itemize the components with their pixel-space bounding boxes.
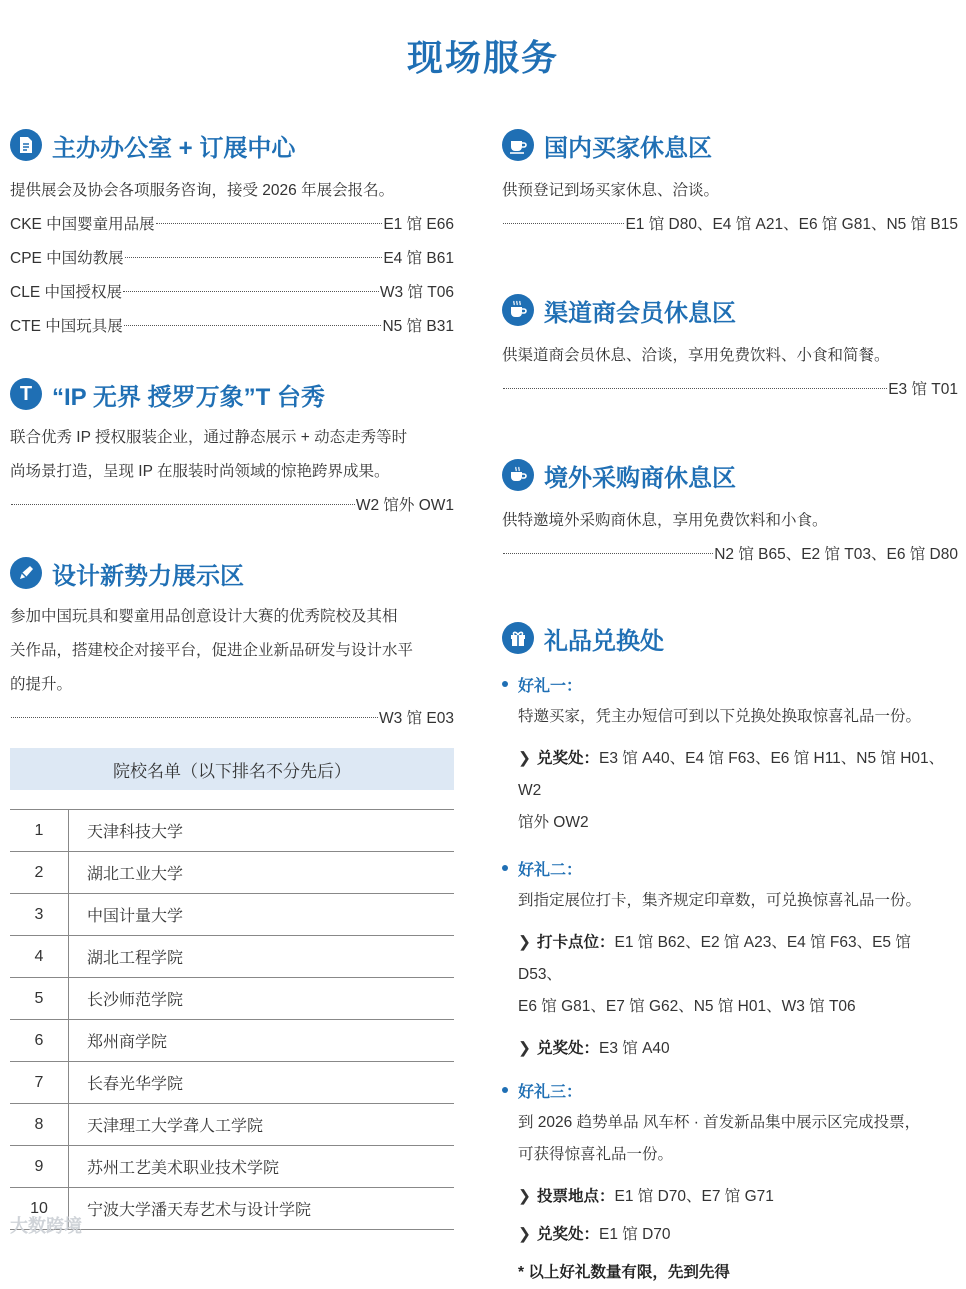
chevron-right-icon: ❯ bbox=[518, 750, 531, 767]
gift-two-body: 到指定展位打卡，集齐规定印章数，可兑换惊喜礼品一份。 bbox=[518, 892, 922, 909]
office-row-cpe: CPE 中国幼教展 E4 馆 B61 bbox=[10, 250, 454, 267]
bullet-icon bbox=[502, 1087, 508, 1093]
gift-two-checkin: ❯ 打卡点位：E1 馆 B62、E2 馆 A23、E4 馆 F63、E5 馆 D53、 E6 馆 G81、E7 馆 G62、N5 馆 H01、W3 馆 T06 bbox=[502, 927, 958, 1023]
domestic-location: E1 馆 D80、E4 馆 A21、E6 馆 G81、N5 馆 B15 bbox=[502, 208, 958, 242]
gift-one-title: 好礼一： bbox=[518, 677, 583, 695]
table-row: 1 天津科技大学 bbox=[10, 810, 454, 852]
school-table bbox=[10, 809, 454, 1230]
show-desc-line-1: 联合优秀 IP 授权服装企业，通过静态展示 + 动态走秀等时 bbox=[10, 429, 408, 446]
table-row: 8 天津理工大学聋人工学院 bbox=[10, 1104, 454, 1146]
bullet-icon bbox=[502, 865, 508, 871]
gift-two-redeem: ❯ 兑奖处：E3 馆 A40 bbox=[502, 1033, 958, 1065]
hot-coffee-icon bbox=[502, 294, 534, 326]
show-section bbox=[10, 375, 454, 523]
table-row: 4 湖北工程学院 bbox=[10, 936, 454, 978]
gift-three-body: 到 2026 趋势单品 风车杯 · 首发新品集中展示区完成投票， 可获得惊喜礼品一份。 bbox=[518, 1114, 921, 1163]
pencil-icon bbox=[10, 557, 42, 589]
chevron-right-icon: ❯ bbox=[518, 1040, 531, 1057]
gift-one-body: 特邀买家，凭主办短信可到以下兑换处换取惊喜礼品一份。 bbox=[518, 708, 922, 725]
office-title: 主办办公室 + 订展中心 bbox=[52, 134, 296, 162]
design-section bbox=[10, 554, 454, 736]
table-row: 10 宁波大学潘天寿艺术与设计学院 bbox=[10, 1188, 454, 1230]
gift-three-title: 好礼三： bbox=[518, 1083, 583, 1101]
tea-cup-icon bbox=[502, 459, 534, 491]
gift-one-redeem: ❯ 兑奖处：E3 馆 A40、E4 馆 F63、E6 馆 H11、N5 馆 H01、W2 馆外 OW2 bbox=[502, 743, 958, 839]
chevron-right-icon: ❯ bbox=[518, 934, 531, 951]
gift-two-title: 好礼二： bbox=[518, 861, 583, 879]
overseas-desc: 供特邀境外采购商休息，享用免费饮料和小食。 bbox=[502, 512, 828, 529]
chevron-right-icon: ❯ bbox=[518, 1226, 531, 1243]
table-row: 9 苏州工艺美术职业技术学院 bbox=[10, 1146, 454, 1188]
bullet-icon bbox=[502, 681, 508, 687]
gift-icon bbox=[502, 622, 534, 654]
table-row: 6 郑州商学院 bbox=[10, 1020, 454, 1062]
t-letter-icon: T bbox=[10, 378, 42, 410]
overseas-title: 境外采购商休息区 bbox=[544, 464, 736, 492]
overseas-location: N2 馆 B65、E2 馆 T03、E6 馆 D80 bbox=[502, 538, 958, 572]
show-desc-line-2: 尚场景打造，呈现 IP 在服装时尚领域的惊艳跨界成果。 bbox=[10, 463, 390, 480]
office-desc: 提供展会及协会各项服务咨询，接受 2026 年展会报名。 bbox=[10, 182, 395, 199]
gift-three-vote: ❯ 投票地点：E1 馆 D70、E7 馆 G71 bbox=[502, 1181, 958, 1213]
office-row-cke: CKE 中国婴童用品展 E1 馆 E66 bbox=[10, 216, 454, 233]
domestic-lounge-section bbox=[502, 126, 958, 242]
gift-section bbox=[502, 619, 958, 1289]
chevron-right-icon: ❯ bbox=[518, 1188, 531, 1205]
domestic-desc: 供预登记到场买家休息、洽谈。 bbox=[502, 182, 720, 199]
domestic-title: 国内买家休息区 bbox=[544, 134, 712, 162]
gift-two bbox=[502, 851, 958, 1065]
office-row-cle: CLE 中国授权展 W3 馆 T06 bbox=[10, 284, 454, 301]
design-desc-line-3: 的提升。 bbox=[10, 676, 73, 693]
gift-note: * 以上好礼数量有限，先到先得 bbox=[518, 1264, 730, 1281]
office-row-cte: CTE 中国玩具展 N5 馆 B31 bbox=[10, 318, 454, 335]
coffee-cup-icon bbox=[502, 129, 534, 161]
channel-desc: 供渠道商会员休息、洽谈，享用免费饮料、小食和简餐。 bbox=[502, 347, 890, 364]
show-location: W2 馆外 OW1 bbox=[10, 489, 454, 523]
table-row: 3 中国计量大学 bbox=[10, 894, 454, 936]
channel-location: E3 馆 T01 bbox=[502, 373, 958, 407]
show-title: “IP 无界 授罗万象”T 台秀 bbox=[52, 383, 325, 411]
table-row: 5 长沙师范学院 bbox=[10, 978, 454, 1020]
design-desc-line-1: 参加中国玩具和婴童用品创意设计大赛的优秀院校及其相 bbox=[10, 608, 398, 625]
document-icon bbox=[10, 129, 42, 161]
overseas-lounge-section bbox=[502, 456, 958, 572]
channel-lounge-section bbox=[502, 291, 958, 407]
gift-three bbox=[502, 1073, 958, 1251]
channel-title: 渠道商会员休息区 bbox=[544, 299, 736, 327]
design-location: W3 馆 E03 bbox=[10, 702, 454, 736]
watermark: 大数跨境 bbox=[10, 1216, 82, 1236]
school-table-header: 院校名单（以下排名不分先后） bbox=[10, 748, 454, 790]
table-row: 2 湖北工业大学 bbox=[10, 852, 454, 894]
office-section bbox=[10, 126, 454, 344]
design-title: 设计新势力展示区 bbox=[52, 562, 244, 590]
design-desc-line-2: 关作品，搭建校企对接平台，促进企业新品研发与设计水平 bbox=[10, 642, 414, 659]
table-row: 7 长春光华学院 bbox=[10, 1062, 454, 1104]
gift-three-redeem: ❯ 兑奖处：E1 馆 D70 bbox=[502, 1219, 958, 1251]
page-title: 现场服务 bbox=[406, 37, 559, 78]
gift-title: 礼品兑换处 bbox=[544, 627, 664, 655]
gift-one bbox=[502, 667, 958, 839]
